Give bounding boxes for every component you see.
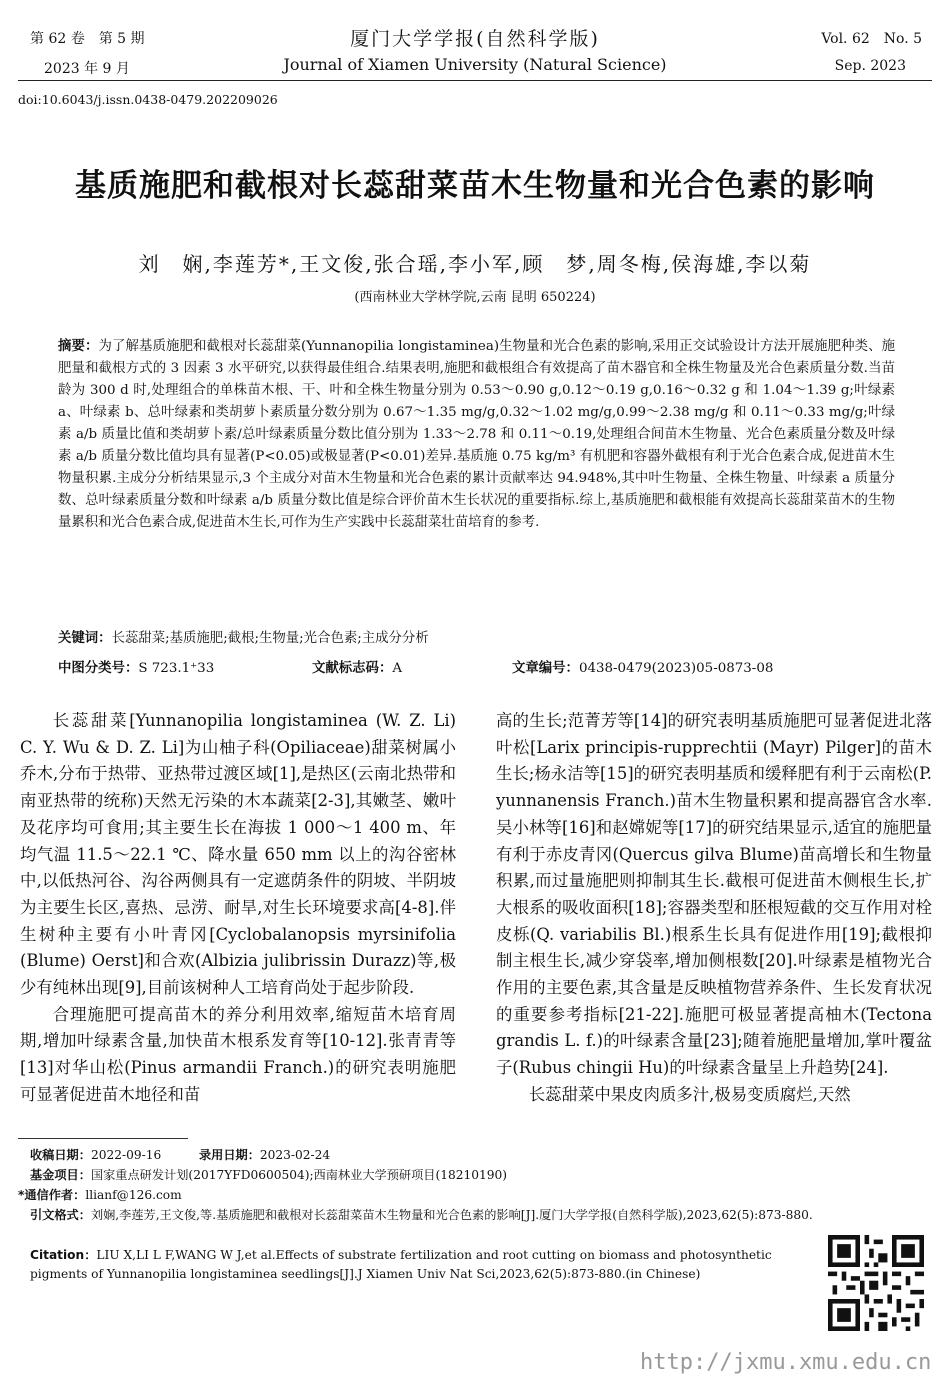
affiliation: (西南林业大学林学院,云南 昆明 650224) <box>354 290 596 305</box>
header-vol-no-en: Vol. 62 No. 5 <box>821 31 922 47</box>
body-paragraph: 高的生长;范菁芳等[14]的研究表明基质施肥可显著促进北落叶松[Larix principis-rupprechtii (Mayr) Pilger]的苗木生长;杨永洁等[15]的研究表明基质和缓释肥有利于云南松(P. yunnanensis Franch.)苗木生物量积累和提高器官含水率.吴小林等[16]和赵嫦妮等[17]的研究结果显示,适宜的施肥量有利于赤皮青冈(Quercus gilva Blume)苗高增长和生物量积累,而过量施肥则抑制其生长.截根可促进苗木侧根生长,扩大根系的吸收面积[18];容器类型和胚根短截的交互作用对栓皮栎(Q. variabilis Bl.)根系生长具有促进作用[19];截根抑制主根生长,减少穿袋率,增加侧根数[20].叶绿素是植物光合作用的主要色素,其含量是反映植物营养条件、生长发育状况的重要参考指标[21-22].施肥可极显著提高柚木(Tectona grandis L. f.)的叶绿素含量[23];随着施肥量增加,掌叶覆盆子(Rubus chingii Hu)的叶绿素含量呈上升趋势[24]. <box>496 711 932 1078</box>
corresponding-email: llianf@126.com <box>85 1188 182 1202</box>
clc-number <box>58 657 214 676</box>
citation-cn <box>30 1206 815 1225</box>
paper-title: 基质施肥和截根对长蕊甜菜苗木生物量和光合色素的影响 <box>75 168 875 204</box>
accepted-label: 录用日期： <box>198 1148 260 1162</box>
abstract-label: 摘要： <box>58 339 99 354</box>
header-date-en: Sep. 2023 <box>834 58 906 74</box>
keywords <box>58 627 895 646</box>
body-paragraph: 长蕊甜菜[Yunnanopilia longistaminea (W. Z. Li) C. Y. Wu & D. Z. Li]为山柚子科(Opiliaceae)甜菜树属小乔木,分布于热带、亚热带过渡区域[1],是热区(云南北热带和南亚热带的统称)天然无污染的木本蔬菜[2-3],其嫩茎、嫩叶及花序均可食用;其主要生长在海拔 1 000～1 400 m、年均气温 11.5～22.1 ℃、降水量 650 mm 以上的沟谷密林中,以低热河谷、沟谷两侧具有一定遮荫条件的阴坡、半阴坡为主要生长区,喜热、忌涝、耐旱,对生长环境要求高[4-8].伴生树种主要有小叶青冈[Cyclobalanopsis myrsinifolia (Blume) Oerst]和合欢(Albizia julibrissin Durazz)等,极少有纯林出现[9],目前该树种人工培育尚处于起步阶段. <box>20 711 456 998</box>
article-number-value: 0438-0479(2023)05-0873-08 <box>578 661 774 676</box>
header-date-cn: 2023 年 9 月 <box>44 61 130 77</box>
citation-cn-text: 刘娴,李莲芳,王文俊,等.基质施肥和截根对长蕊甜菜苗木生物量和光合色素的影响[J].厦门大学学报(自然科学版),2023,62(5):873-880. <box>90 1208 813 1222</box>
footnote-rule <box>18 1138 188 1139</box>
body-paragraph: 长蕊甜菜中果皮肉质多汁,极易变质腐烂,天然 <box>528 1084 851 1104</box>
corresponding-label: *通信作者： <box>18 1188 86 1202</box>
document-code <box>312 657 402 676</box>
received-date: 2022-09-16 <box>90 1148 162 1162</box>
journal-url-watermark: http://jxmu.xmu.edu.cn <box>640 1350 932 1375</box>
fund-label: 基金项目： <box>30 1168 91 1182</box>
doc-code-value: A <box>392 661 403 676</box>
accepted-date: 2023-02-24 <box>259 1148 331 1162</box>
citation-en-label: Citation： <box>30 1248 97 1262</box>
body-right-column <box>496 708 932 1109</box>
qr-code-icon <box>828 1235 924 1331</box>
header-rule <box>18 80 932 81</box>
citation-en-text: LIU X,LI L F,WANG W J,et al.Effects of substrate fertilization and root cutting on biomass and photosynthetic pigments of Yunnanopilia longistaminea seedlings[J].J Xiamen Univ Nat Sci,2023,62(5):873-880.(in Chinese) <box>30 1248 772 1281</box>
article-number-label: 文章编号： <box>512 661 579 676</box>
citation-en <box>30 1246 820 1284</box>
header-journal-cn: 厦门大学学报(自然科学版) <box>350 28 600 50</box>
header-volume-issue: 第 62 卷 第 5 期 <box>30 31 145 47</box>
corresponding-footnote <box>18 1186 182 1205</box>
body-paragraph: 合理施肥可提高苗木的养分利用效率,缩短苗木培育周期,增加叶绿素含量,加快苗木根系发育等[10-12].张青青等[13]对华山松(Pinus armandii Franch.)的研究表明施肥可显著促进苗木地径和苗 <box>20 1004 456 1104</box>
keywords-text: 长蕊甜菜;基质施肥;截根;生物量;光合色素;主成分分析 <box>111 631 429 646</box>
clc-value: S 723.1⁺33 <box>138 661 215 676</box>
fund-text: 国家重点研发计划(2017YFD0600504);西南林业大学预研项目(18210190) <box>90 1168 508 1182</box>
clc-label: 中图分类号： <box>58 661 139 676</box>
header-journal-en: Journal of Xiamen University (Natural Science) <box>283 55 667 74</box>
fund-footnote <box>30 1166 507 1185</box>
citation-cn-label: 引文格式： <box>30 1208 91 1222</box>
received-label: 收稿日期： <box>30 1148 91 1162</box>
article-number <box>512 657 773 676</box>
doc-code-label: 文献标志码： <box>312 661 393 676</box>
dates-footnote <box>30 1146 330 1165</box>
keywords-label: 关键词： <box>58 631 112 646</box>
abstract-text: 为了解基质施肥和截根对长蕊甜菜(Yunnanopilia longistaminea)生物量和光合色素的影响,采用正交试验设计方法开展施肥种类、施肥量和截根方式的 3 因素 3 水平研究,以获得最佳组合.结果表明,施肥和截根组合有效提高了苗木器官和全株生物量及光合色素质量分数.当苗龄为 300 d 时,处理组合的单株苗木根、干、叶和全株生物量分别为 0.53～0.90 g,0.12～0.19 g,0.16～0.32 g 和 1.04～1.39 g;叶绿素 a、叶绿素 b、总叶绿素和类胡萝卜素质量分数分别为 0.67～1.35 mg/g,0.32～1.02 mg/g,0.99～2.38 mg/g 和 0.11～0.33 mg/g;叶绿素 a/b 质量比值和类胡萝卜素/总叶绿素质量分数比值分别为 1.33～2.78 和 0.11～0.19,处理组合间苗木生物量、光合色素质量分数及叶绿素 a/b 质量分数比值均具有显著(P<0.05)或极显著(P<0.01)差异.基质施 0.75 kg/m³ 有机肥和容器外截根有利于光合色素合成,促进苗木生物量积累.主成分分析结果显示,3 个主成分对苗木生物量和光合色素的累计贡献率达 94.948%,其中叶生物量、全株生物量、叶绿素 a 质量分数、总叶绿素质量分数和叶绿素 a/b 质量分数比值是综合评价苗木生长状况的重要指标.综上,基质施肥和截根能有效提高长蕊甜菜苗木的生物量累积和光合色素合成,促进苗木生长,可作为生产实践中长蕊甜菜壮苗培育的参考. <box>58 339 896 530</box>
doi: doi:10.6043/j.issn.0438-0479.202209026 <box>18 92 278 107</box>
authors: 刘 娴,李莲芳*,王文俊,张合瑶,李小军,顾 梦,周冬梅,侯海雄,李以菊 <box>138 252 812 276</box>
body-left-column <box>20 708 456 1109</box>
abstract <box>58 336 895 534</box>
